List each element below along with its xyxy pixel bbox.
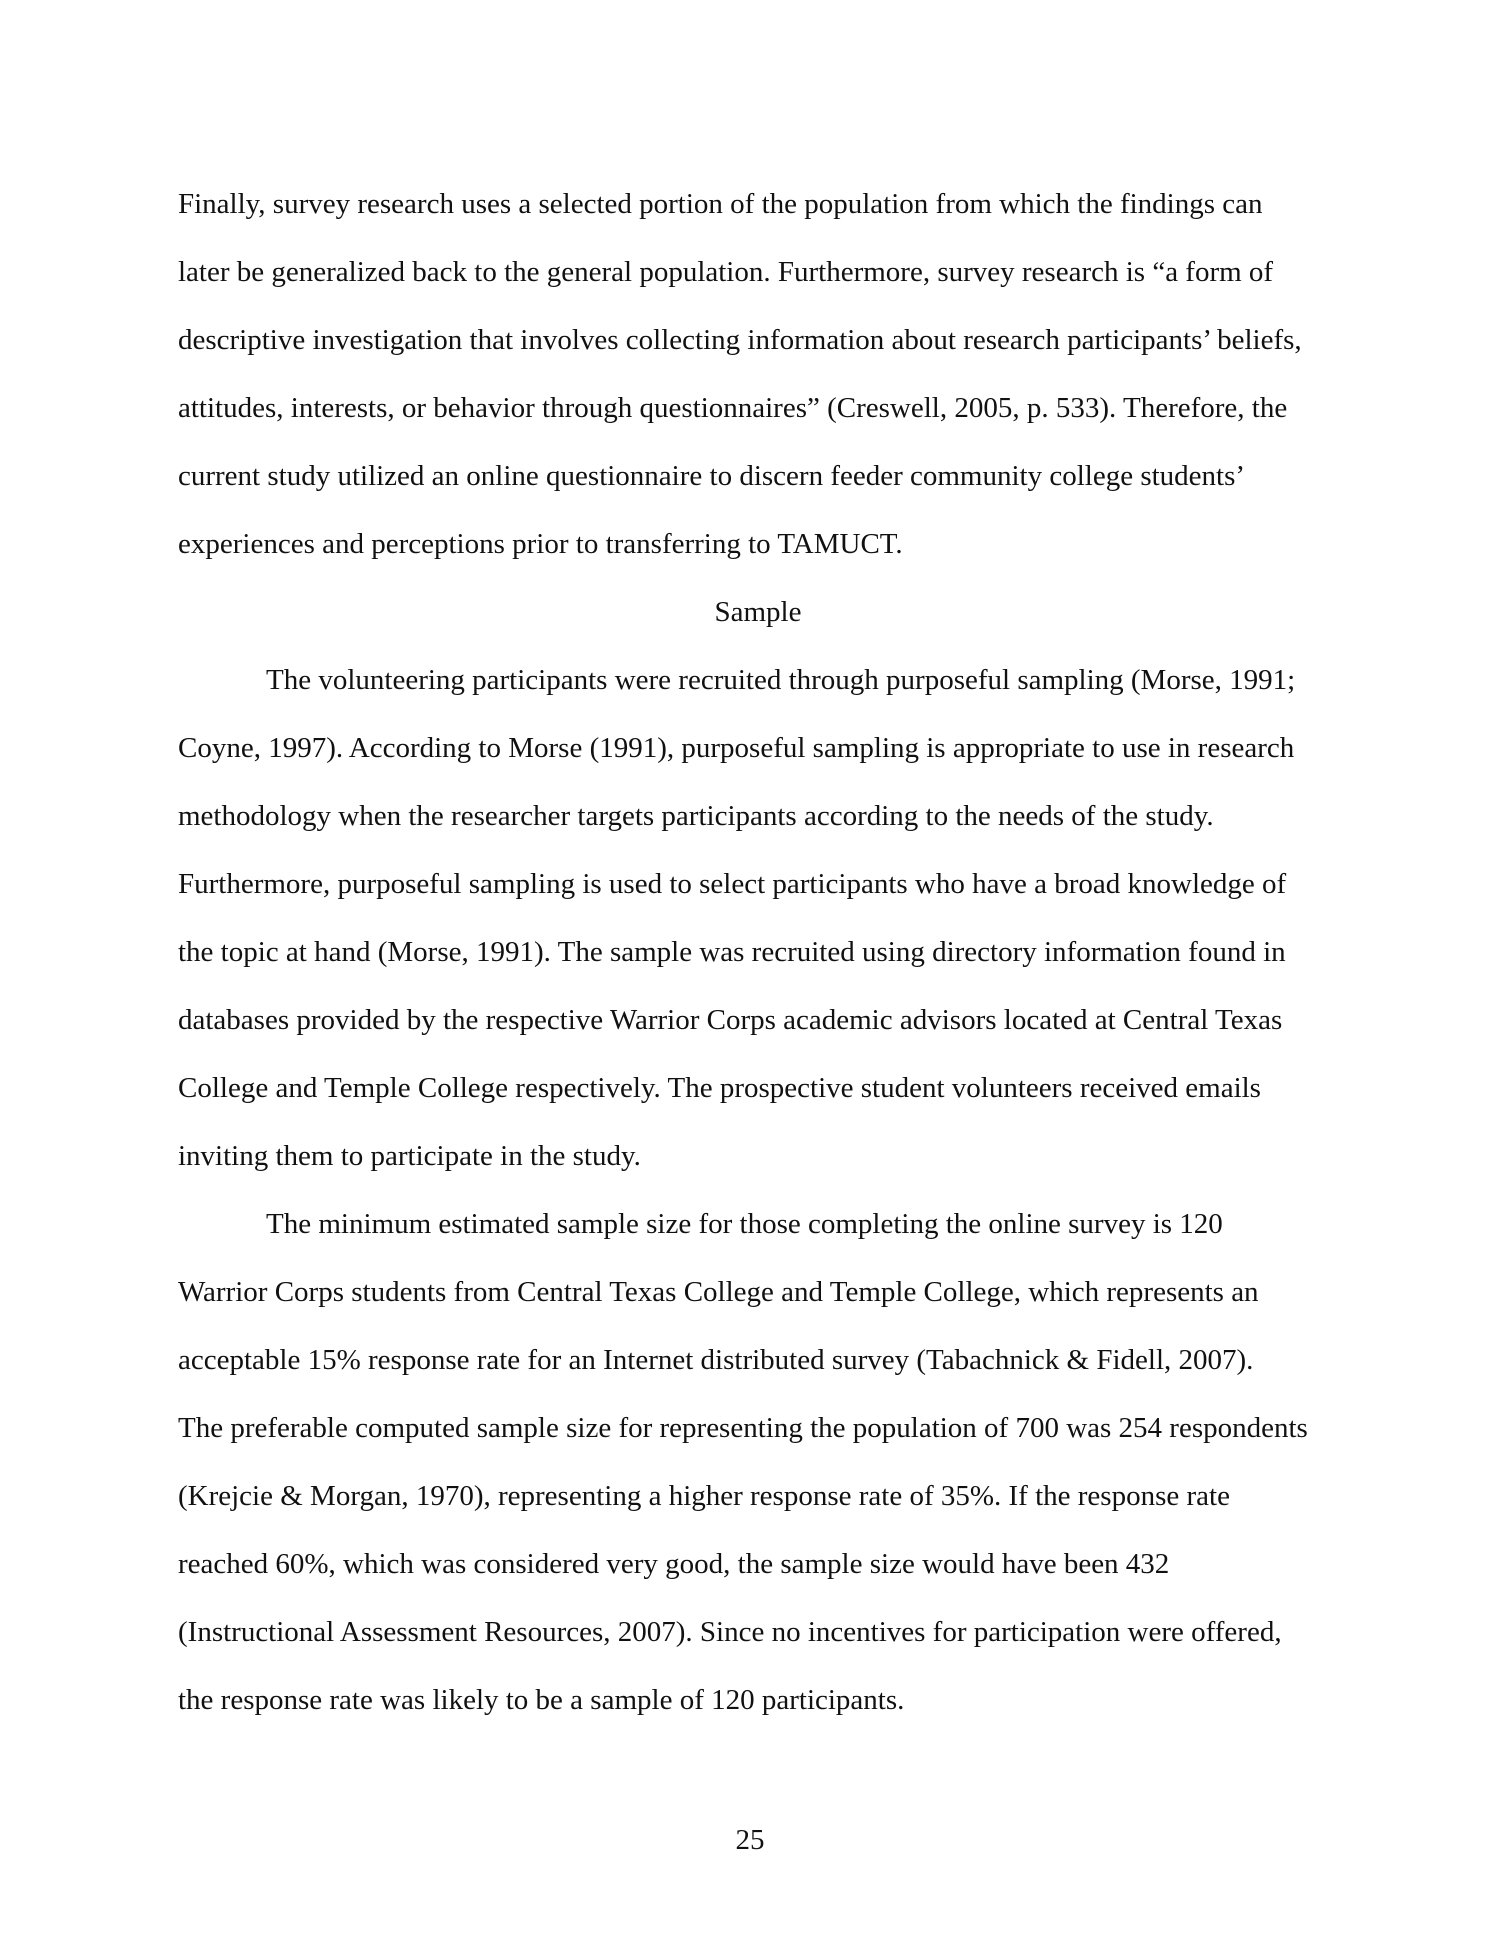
text-line: inviting them to participate in the study. xyxy=(178,1140,641,1172)
text-line: the response rate was likely to be a sample of 120 participants. xyxy=(178,1684,905,1716)
text-line: experiences and perceptions prior to transferring to TAMUCT. xyxy=(178,528,903,560)
paragraph-1 xyxy=(178,170,1338,578)
text-line: The preferable computed sample size for representing the population of 700 was 254 respondents xyxy=(178,1412,1308,1444)
text-line: (Instructional Assessment Resources, 2007). Since no incentives for participation were offered, xyxy=(178,1616,1282,1648)
text-line: (Krejcie & Morgan, 1970), representing a higher response rate of 35%. If the response rate xyxy=(178,1480,1230,1512)
paragraph-3 xyxy=(178,1190,1338,1734)
text-line: Finally, survey research uses a selected portion of the population from which the findings can xyxy=(178,188,1263,220)
text-line: the topic at hand (Morse, 1991). The sample was recruited using directory information found in xyxy=(178,936,1286,968)
page-number: 25 xyxy=(735,1824,765,1856)
text-line: current study utilized an online questionnaire to discern feeder community college students’ xyxy=(178,460,1246,492)
paragraph-2 xyxy=(178,646,1338,1190)
text-line: Furthermore, purposeful sampling is used to select participants who have a broad knowledge of xyxy=(178,868,1287,900)
text-line: methodology when the researcher targets participants according to the needs of the study. xyxy=(178,800,1214,832)
section-heading: Sample xyxy=(714,596,802,628)
text-line: The volunteering participants were recruited through purposeful sampling (Morse, 1991; xyxy=(266,664,1296,696)
text-line: Coyne, 1997). According to Morse (1991), purposeful sampling is appropriate to use in research xyxy=(178,732,1295,764)
text-line: reached 60%, which was considered very good, the sample size would have been 432 xyxy=(178,1548,1170,1580)
text-line: Warrior Corps students from Central Texas College and Temple College, which represents an xyxy=(178,1276,1259,1308)
text-line: databases provided by the respective Warrior Corps academic advisors located at Central Texas xyxy=(178,1004,1283,1036)
text-line: descriptive investigation that involves collecting information about research participants’ beliefs, xyxy=(178,324,1302,356)
body-text xyxy=(178,170,1338,1734)
text-line: later be generalized back to the general population. Furthermore, survey research is “a form of xyxy=(178,256,1274,288)
text-line: acceptable 15% response rate for an Internet distributed survey (Tabachnick & Fidell, 2007). xyxy=(178,1344,1254,1376)
text-line: The minimum estimated sample size for those completing the online survey is 120 xyxy=(266,1208,1223,1240)
text-line: attitudes, interests, or behavior through questionnaires” (Creswell, 2005, p. 533). Therefore, the xyxy=(178,392,1288,424)
text-line: College and Temple College respectively. The prospective student volunteers received emails xyxy=(178,1072,1261,1104)
